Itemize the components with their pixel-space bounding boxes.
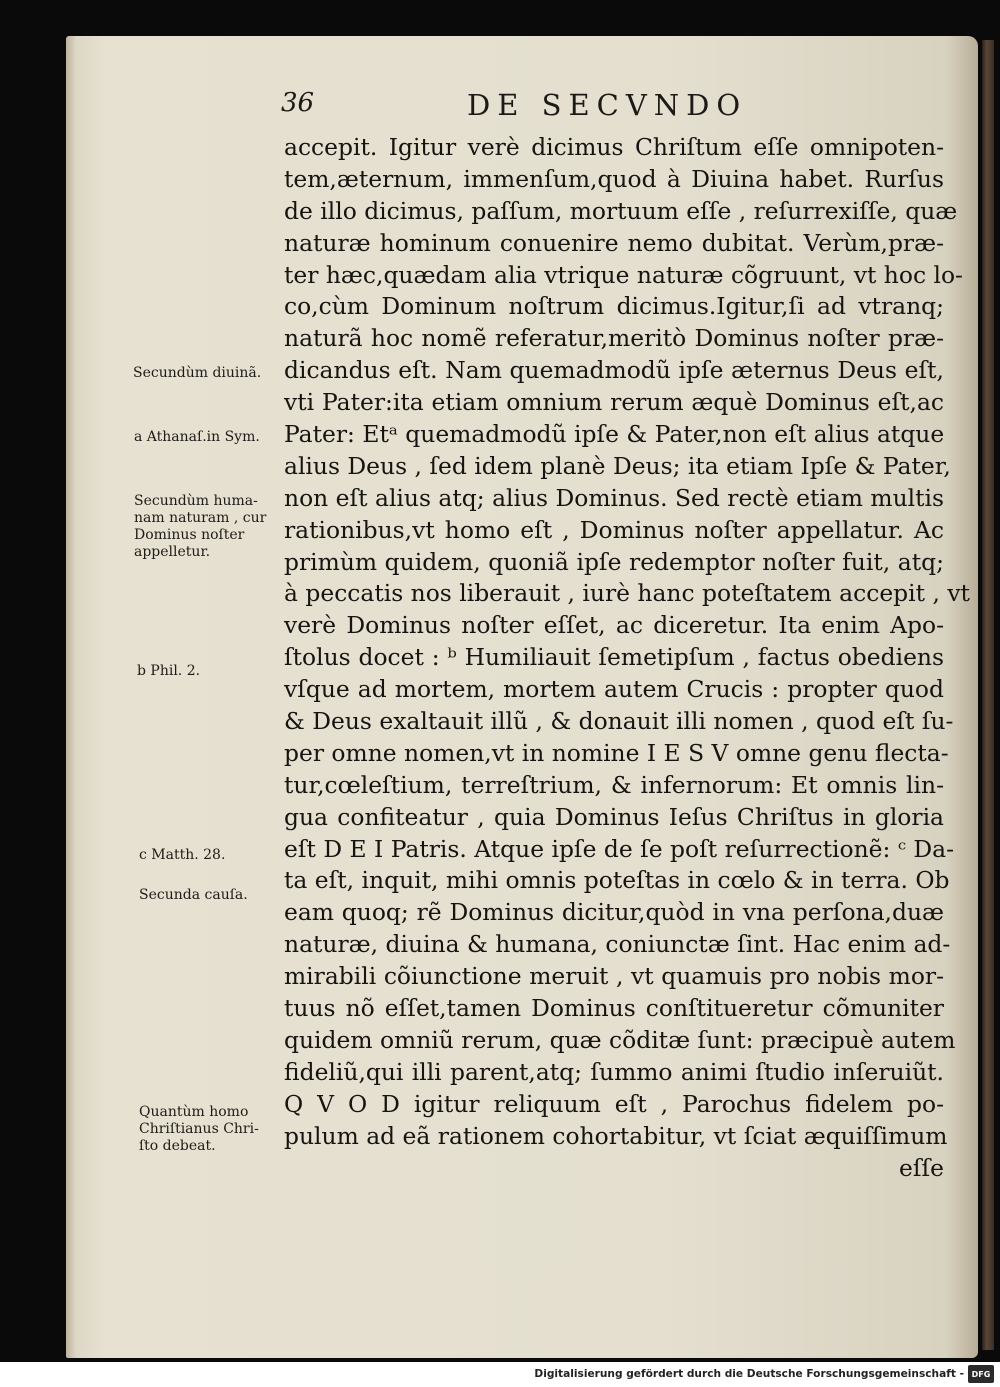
- text-line: rationibus,vt homo eſt , Dominus noſter appellatur. Ac: [284, 515, 944, 544]
- text-line: Pater: Etᵃ quemadmodũ ipſe & Pater,non eſt alius atque: [284, 420, 945, 449]
- text-line: naturæ hominum conuenire nemo dubitat. Verùm,præ-: [284, 228, 944, 257]
- margin-note-line: Dominus noſter: [134, 527, 245, 543]
- text-line: vſque ad mortem, mortem autem Crucis : propter quod: [284, 675, 944, 704]
- text-line: vti Pater:ita etiam omnium rerum æquè Dominus eſt,ac: [284, 388, 944, 417]
- text-line: pulum ad eã rationem cohortabitur, vt ſciat æquiſſimum: [284, 1121, 948, 1150]
- margin-note-secundum-diuina: Secundùm diuinã.: [133, 365, 262, 381]
- margin-note-line: appelletur.: [134, 544, 211, 560]
- text-line: naturã hoc nomẽ referatur,meritò Dominus noſter præ-: [284, 324, 944, 353]
- text-line: accepit. Igitur verè dicimus Chriſtum eſſe omnipoten-: [284, 133, 944, 161]
- footer-credit: Digitalisierung gefördert durch die Deutsche Forschungsgemeinschaft -: [534, 1368, 964, 1380]
- margin-note-phil: b Phil. 2.: [137, 663, 201, 679]
- text-line: alius Deus , ſed idem planè Deus; ita etiam Ipſe & Pater,: [284, 451, 951, 480]
- text-line: primùm quidem, quoniã ipſe redemptor noſter fuit, atq;: [284, 547, 944, 576]
- text-line: tem,æternum, immenſum,quod à Diuina habet. Rurſus: [284, 164, 944, 193]
- text-line: quidem omniũ rerum, quæ cõditæ ſunt: præcipuè autem: [284, 1025, 956, 1054]
- margin-note-line: nam naturam , cur: [134, 510, 267, 526]
- text-line: eam quoq; rẽ Dominus dicitur,quòd in vna perſona,duæ: [284, 898, 944, 927]
- footer: [0, 1362, 1000, 1387]
- text-line: tuus nõ eſſet,tamen Dominus conſtitueretur cõmuniter: [284, 994, 944, 1023]
- text-line: non eſt alius atq; alius Dominus. Sed rectè etiam multis: [284, 483, 944, 512]
- page-number: 36: [281, 88, 315, 118]
- text-line: ta eſt, inquit, mihi omnis poteſtas in cœlo & in terra. Ob: [284, 866, 950, 895]
- text-line: gua confiteatur , quia Dominus Ieſus Chriſtus in gloria: [284, 802, 944, 831]
- margin-note-humanam-naturam: [134, 493, 266, 561]
- text-line: ter hæc,quædam alia vtrique naturæ cõgruunt, vt hoc lo-: [284, 260, 963, 289]
- text-line: co,cùm Dominum noſtrum dicimus.Igitur,ſi ad vtranq;: [284, 292, 944, 321]
- margin-note-secunda-causa: Secunda cauſa.: [139, 887, 248, 903]
- text-line: naturæ, diuina & humana, coniunctæ ſint. Hac enim ad-: [284, 930, 951, 959]
- text-line: tur,cœleſtium, terreſtrium, & infernorum: Et omnis lin-: [284, 770, 944, 799]
- text-line: de illo dicimus, paſſum, mortuum eſſe , reſurrexiſſe, quæ: [284, 196, 958, 225]
- text-line: fideliũ,qui illi parent,atq; ſummo animi ſtudio inſeruiũt.: [284, 1057, 944, 1086]
- margin-notes: [0, 0, 280, 1362]
- text-line: à peccatis nos liberauit , iurè hanc poteſtatem accepit , vt: [284, 579, 970, 608]
- text-line: eſt D E I Patris. Atque ipſe de ſe poſt reſurrectionẽ: ᶜ Da-: [284, 834, 954, 863]
- text-line: & Deus exaltauit illũ , & donauit illi nomen , quod eſt ſu-: [284, 707, 954, 736]
- text-line: ſtolus docet : ᵇ Humiliauit ſemetipſum , factus obediens: [284, 643, 944, 672]
- book-edge: [982, 40, 994, 1350]
- margin-note-line: Secundùm huma-: [134, 493, 258, 509]
- text-line: dicandus eſt. Nam quemadmodũ ipſe æternus Deus eſt,: [284, 356, 944, 385]
- dfg-logo: DFG: [968, 1365, 994, 1383]
- margin-note-line: Chriſtianus Chri-: [139, 1121, 259, 1137]
- body-text: [284, 132, 970, 1184]
- margin-note-line: Quantùm homo: [139, 1104, 249, 1120]
- text-line: verè Dominus noſter eſſet, ac diceretur. Ita enim Apo-: [284, 611, 944, 640]
- margin-note-matth: c Matth. 28.: [139, 847, 226, 863]
- margin-note-athanasius: a Athanaſ.in Sym.: [134, 429, 260, 445]
- text-line: per omne nomen,vt in nomine I E S V omne genu flecta-: [284, 738, 949, 767]
- text-line: eſſe: [899, 1153, 944, 1182]
- text-line: Q V O D igitur reliquum eſt , Parochus fidelem po-: [284, 1089, 944, 1118]
- margin-note-line: ſto debeat.: [139, 1138, 216, 1154]
- running-title: DE SECVNDO: [467, 88, 748, 122]
- margin-note-quantum-homo: [139, 1104, 259, 1155]
- text-line: mirabili cõiunctione meruit , vt quamuis pro nobis mor-: [284, 962, 944, 991]
